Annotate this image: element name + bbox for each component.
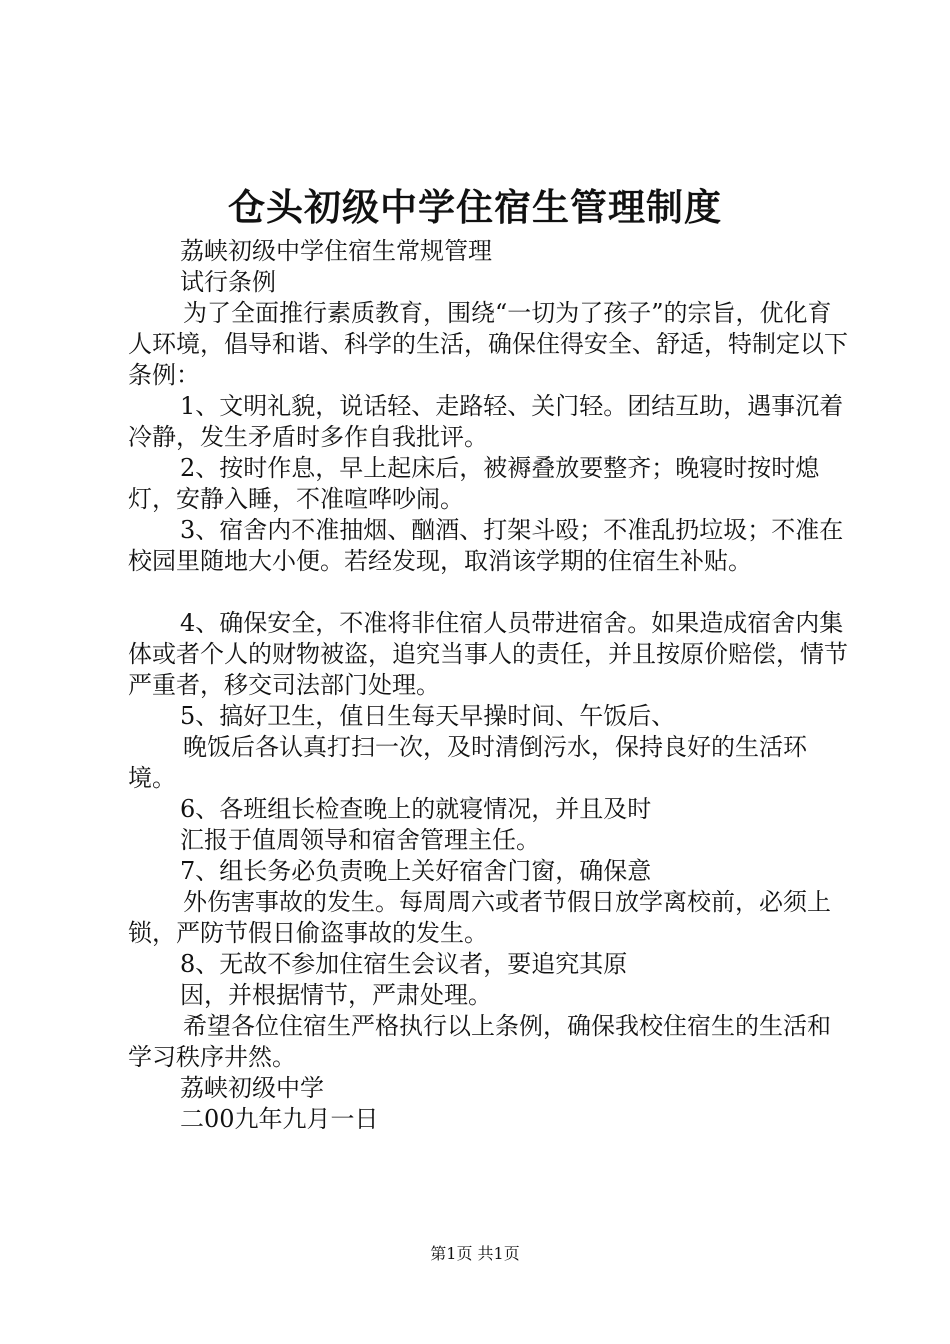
- document-title: 仓头初级中学住宿生管理制度: [228, 186, 722, 229]
- paragraph-heading-2: 试行条例: [180, 268, 276, 296]
- paragraph-rule-6b: 汇报于值周领导和宿舍管理主任。: [180, 826, 540, 854]
- paragraph-rule-3: 3、宿舍内不准抽烟、酗酒、打架斗殴；不准乱扔垃圾；不准在校园里随地大小便。若经发现，取消该学期的住宿生补贴。: [128, 516, 844, 575]
- paragraph-rule-2: 2、按时作息，早上起床后，被褥叠放要整齐；晚寝时按时熄灯，安静入睡，不准喧哗吵闹。: [128, 454, 820, 513]
- paragraph-closing: 希望各位住宿生严格执行以上条例，确保我校住宿生的生活和学习秩序井然。: [128, 1012, 831, 1071]
- signature-school: 荔峡初级中学: [180, 1074, 324, 1102]
- blank-line: [128, 577, 850, 608]
- page-number-footer: 第1页 共1页: [430, 1244, 520, 1263]
- signature-date: 二00九年九月一日: [180, 1105, 379, 1133]
- paragraph-rule-8a: 8、无故不参加住宿生会议者，要追究其原: [180, 950, 628, 978]
- paragraph-rule-7a: 7、组长务必负责晚上关好宿舍门窗，确保意: [180, 857, 652, 885]
- document-body: [128, 236, 850, 1135]
- paragraph-rule-8b: 因，并根据情节，严肃处理。: [180, 981, 492, 1009]
- paragraph-rule-1: 1、文明礼貌，说话轻、走路轻、关门轻。团结互助，遇事沉着冷静，发生矛盾时多作自我批评。: [128, 392, 844, 451]
- paragraph-rule-6a: 6、各班组长检查晚上的就寝情况，并且及时: [180, 795, 652, 823]
- paragraph-rule-4: 4、确保安全，不准将非住宿人员带进宿舍。如果造成宿舍内集体或者个人的财物被盗，追究当事人的责任，并且按原价赔偿，情节严重者，移交司法部门处理。: [128, 609, 848, 699]
- paragraph-rule-5a: 5、搞好卫生，值日生每天早操时间、午饭后、: [180, 702, 676, 730]
- paragraph-rule-5b: 晚饭后各认真打扫一次，及时清倒污水，保持良好的生活环境。: [128, 733, 807, 792]
- paragraph-rule-7b: 外伤害事故的发生。每周周六或者节假日放学离校前，必须上锁，严防节假日偷盗事故的发生。: [128, 888, 831, 947]
- paragraph-intro: 为了全面推行素质教育，围绕“一切为了孩子”的宗旨，优化育人环境，倡导和谐、科学的生活，确保住得安全、舒适，特制定以下条例：: [128, 299, 848, 389]
- paragraph-heading-1: 荔峡初级中学住宿生常规管理: [180, 237, 492, 265]
